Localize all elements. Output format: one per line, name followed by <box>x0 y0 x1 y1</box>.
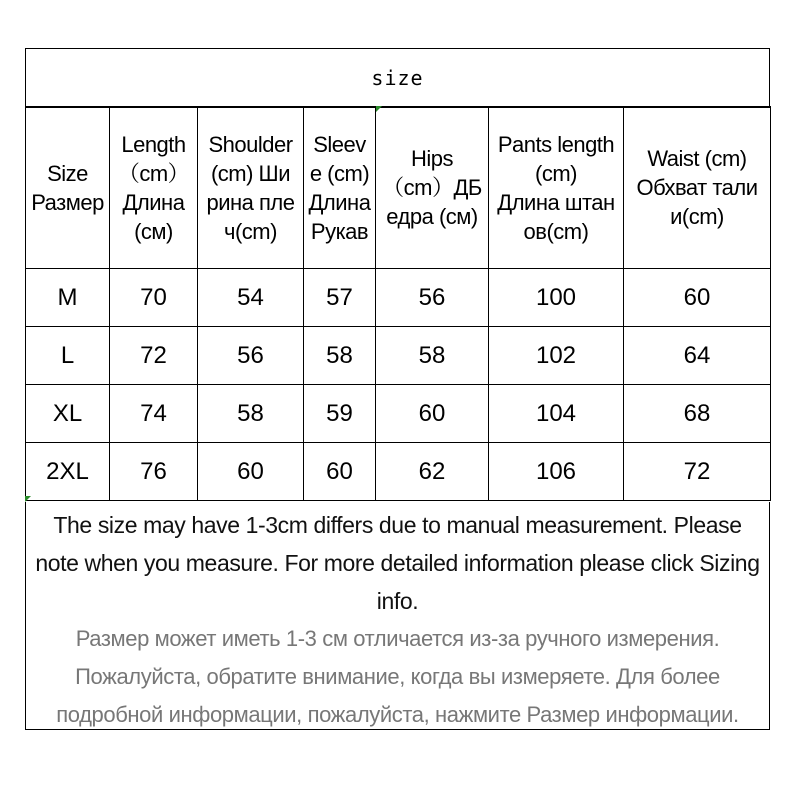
size-chart-table <box>25 106 771 501</box>
table-cell: 60 <box>198 443 304 501</box>
table-row <box>26 327 771 385</box>
table-cell: 68 <box>624 385 771 443</box>
table-cell: 60 <box>376 385 489 443</box>
column-header-sleeve: Sleev e (cm) Длина Рукав <box>304 107 376 269</box>
table-cell: 104 <box>489 385 624 443</box>
table-cell: 56 <box>198 327 304 385</box>
table-cell: XL <box>26 385 110 443</box>
table-cell: 58 <box>376 327 489 385</box>
table-cell: 106 <box>489 443 624 501</box>
column-header-size: Size Размер <box>26 107 110 269</box>
column-header-hips: Hips （cm）ДБ едра (см) <box>376 107 489 269</box>
column-header-length: Length （cm） Длина (см) <box>110 107 198 269</box>
table-row <box>26 385 771 443</box>
table-cell: 76 <box>110 443 198 501</box>
table-title: size <box>371 66 424 90</box>
measurement-note <box>25 502 770 730</box>
table-cell: 100 <box>489 269 624 327</box>
size-table-title <box>25 48 770 108</box>
table-cell: M <box>26 269 110 327</box>
table-cell: 60 <box>304 443 376 501</box>
table-cell: 64 <box>624 327 771 385</box>
table-row <box>26 269 771 327</box>
table-cell: 72 <box>110 327 198 385</box>
table-cell: 72 <box>624 443 771 501</box>
column-header-shoulder: Shoulder (cm) Ши рина пле ч(cm) <box>198 107 304 269</box>
table-cell: 70 <box>110 269 198 327</box>
table-cell: 54 <box>198 269 304 327</box>
table-cell: 74 <box>110 385 198 443</box>
note-english: The size may have 1-3cm differs due to manual measurement. Please note when you measure. For more detailed information please click Sizing info. <box>35 512 760 614</box>
table-cell: 62 <box>376 443 489 501</box>
table-cell: 102 <box>489 327 624 385</box>
table-cell: 2XL <box>26 443 110 501</box>
table-row <box>26 443 771 501</box>
column-header-pants-length: Pants length (cm) Длина штан ов(cm) <box>489 107 624 269</box>
table-cell: 58 <box>304 327 376 385</box>
corner-mark-decoration <box>25 496 31 502</box>
header-row <box>26 107 771 269</box>
table-cell: 58 <box>198 385 304 443</box>
column-header-waist: Waist (cm) Обхват тали и(cm) <box>624 107 771 269</box>
table-cell: 57 <box>304 269 376 327</box>
table-cell: 56 <box>376 269 489 327</box>
note-russian: Размер может иметь 1-3 см отличается из-за ручного измерения. Пожалуйста, обратите внимание, когда вы измеряете. Для более подробной информации, пожалуйста, нажмите Размер информации. <box>56 626 739 727</box>
table-cell: 59 <box>304 385 376 443</box>
table-cell: 60 <box>624 269 771 327</box>
table-cell: L <box>26 327 110 385</box>
corner-mark-decoration <box>376 106 382 112</box>
